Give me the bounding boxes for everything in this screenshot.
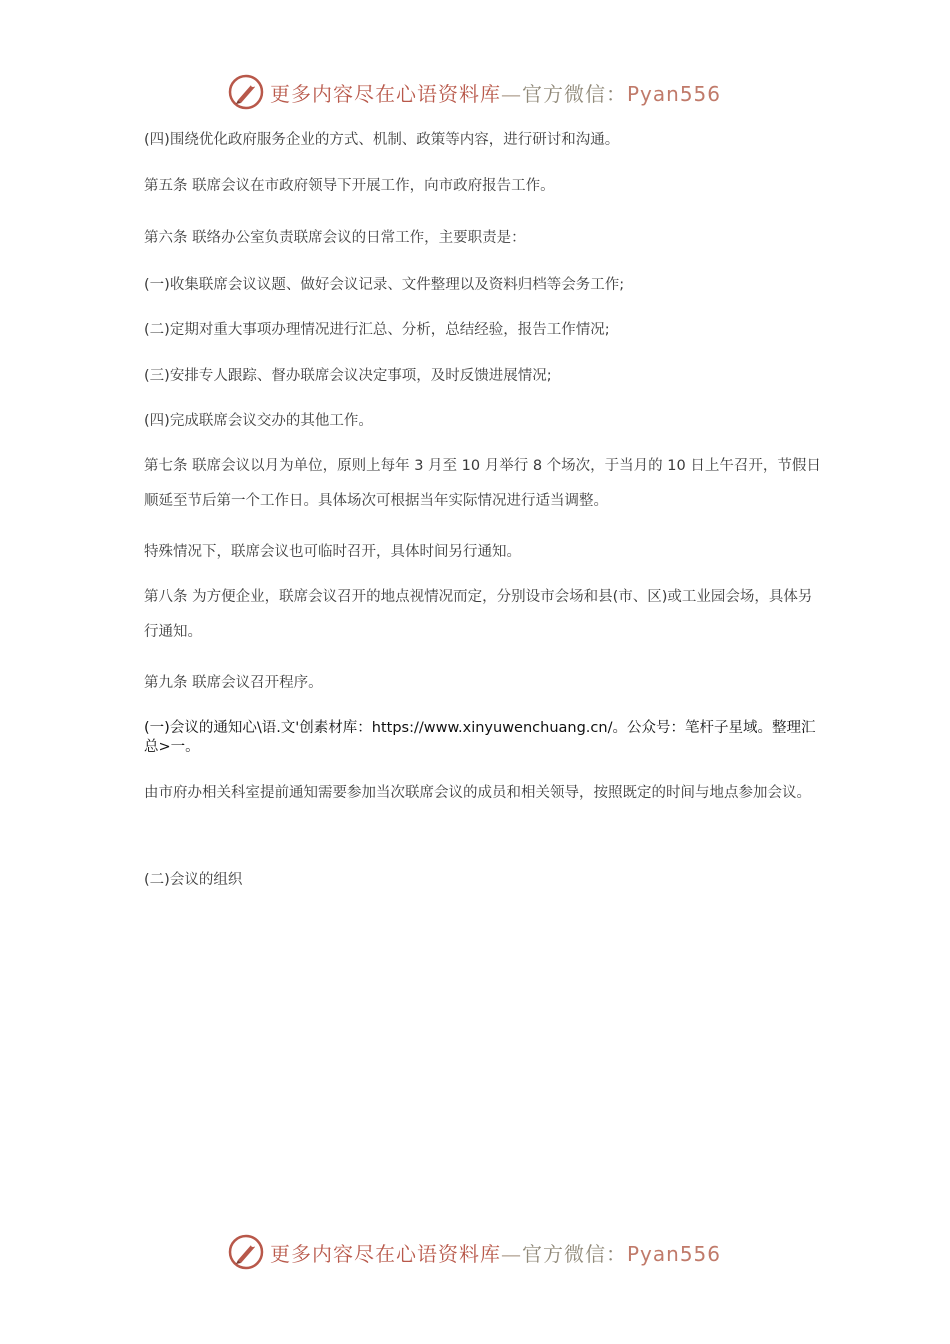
header-banner xyxy=(228,72,728,112)
paragraph: (二)定期对重大事项办理情况进行汇总、分析，总结经验，报告工作情况; xyxy=(144,322,610,338)
paragraph: (一)收集联席会议议题、做好会议记录、文件整理以及资料归档等会务工作; xyxy=(144,277,625,293)
banner-slogan: 更多内容尽在心语资料库 xyxy=(270,81,501,106)
paragraph: 特殊情况下，联席会议也可临时召开，具体时间另行通知。 xyxy=(144,544,521,560)
paragraph: 第八条 为方便企业，联席会议召开的地点视情况而定，分别设市会场和县(市、区)或工业园会场，具体另行通知。 xyxy=(144,589,813,640)
banner-slogan: 更多内容尽在心语资料库 xyxy=(270,1241,501,1266)
paragraph: 第九条 联席会议召开程序。 xyxy=(144,675,323,691)
banner-wechat-label: 官方微信： xyxy=(522,1241,627,1266)
paragraph: (四)围绕优化政府服务企业的方式、机制、政策等内容，进行研讨和沟通。 xyxy=(144,132,620,148)
banner-wechat-label: 官方微信： xyxy=(522,81,627,106)
banner-wechat-id: Pyan556 xyxy=(627,1241,722,1266)
paragraph: 第七条 联席会议以月为单位，原则上每年 3 月至 10 月举行 8 个场次，于当月的 10 日上午召开，节假日顺延至节后第一个工作日。具体场次可根据当年实际情况进行适当调整。 xyxy=(144,458,821,509)
banner-dash: — xyxy=(501,81,522,106)
paragraph: (四)完成联席会议交办的其他工作。 xyxy=(144,413,373,429)
paragraph: (三)安排专人跟踪、督办联席会议决定事项，及时反馈进展情况; xyxy=(144,368,552,384)
paragraph-notice: (一)会议的通知心\语.文'创素材库：https://www.xinyuwenchuang.cn/。公众号：笔杆子星域。整理汇总>一。 xyxy=(144,720,816,755)
banner-text xyxy=(270,1238,721,1267)
footer-banner xyxy=(228,1232,728,1272)
banner-dash: — xyxy=(501,1241,522,1266)
paragraph: 由市府办相关科室提前通知需要参加当次联席会议的成员和相关领导，按照既定的时间与地点参加会议。 xyxy=(144,785,811,801)
paragraph: 第五条 联席会议在市政府领导下开展工作，向市政府报告工作。 xyxy=(144,178,555,194)
banner-text xyxy=(270,78,721,107)
paragraph: 第六条 联络办公室负责联席会议的日常工作，主要职责是： xyxy=(144,230,526,246)
pen-logo-icon xyxy=(228,74,264,110)
paragraph: (二)会议的组织 xyxy=(144,872,243,888)
pen-logo-icon xyxy=(228,1234,264,1270)
banner-wechat-id: Pyan556 xyxy=(627,81,722,106)
